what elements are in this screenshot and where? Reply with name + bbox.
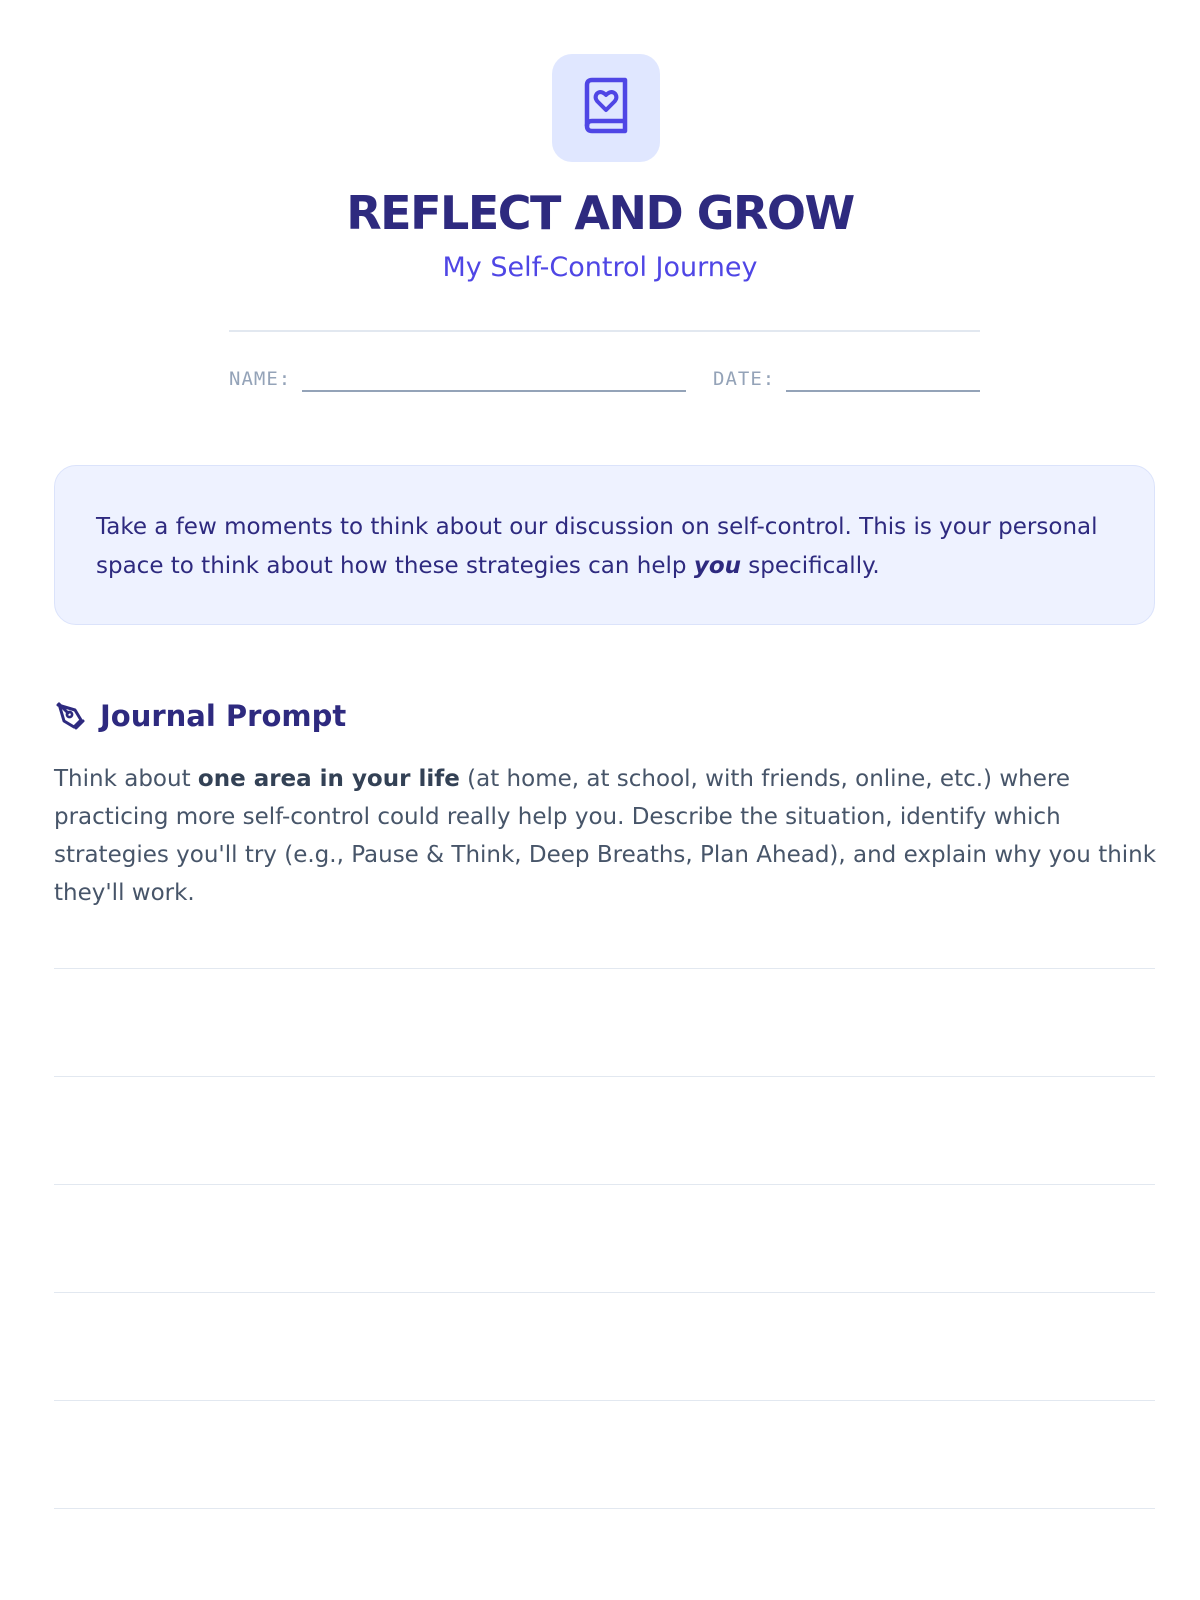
journal-prompt-text xyxy=(54,760,1164,912)
prompt-text-start: Think about xyxy=(54,766,198,792)
pen-nib-icon xyxy=(54,700,86,732)
journal-prompt-header xyxy=(54,696,346,736)
intro-emphasis: you xyxy=(693,553,741,579)
writing-line[interactable] xyxy=(54,1184,1155,1185)
name-label: NAME: xyxy=(229,368,292,390)
writing-line[interactable] xyxy=(54,1400,1155,1401)
book-heart-icon xyxy=(579,77,633,139)
date-label: DATE: xyxy=(713,368,776,390)
intro-text-start: Take a few moments to think about our discussion on self-control. This is your personal space to think about how these strategies can help xyxy=(96,514,1098,579)
logo-badge xyxy=(552,54,660,162)
journal-prompt-heading: Journal Prompt xyxy=(100,699,347,733)
header-divider xyxy=(229,330,980,332)
intro-text-end: specifically. xyxy=(741,553,880,579)
writing-line[interactable] xyxy=(54,1508,1155,1509)
prompt-text-end: (at home, at school, with friends, online, etc.) where practicing more self-control could really help you. Describe the situation, identify which strategies you'll try (e.g., Pause & Think, Deep Breaths, Plan Ahead), and explain why you think they'll work. xyxy=(54,766,1157,906)
name-field[interactable] xyxy=(302,390,686,392)
writing-line[interactable] xyxy=(54,968,1155,969)
intro-callout xyxy=(54,465,1155,625)
date-field[interactable] xyxy=(786,390,980,392)
prompt-emphasis: one area in your life xyxy=(197,766,460,792)
page-subtitle: My Self-Control Journey xyxy=(442,252,758,283)
page-title: REFLECT AND GROW xyxy=(346,186,854,240)
student-info-row xyxy=(229,366,980,398)
writing-line[interactable] xyxy=(54,1292,1155,1293)
writing-line[interactable] xyxy=(54,1076,1155,1077)
